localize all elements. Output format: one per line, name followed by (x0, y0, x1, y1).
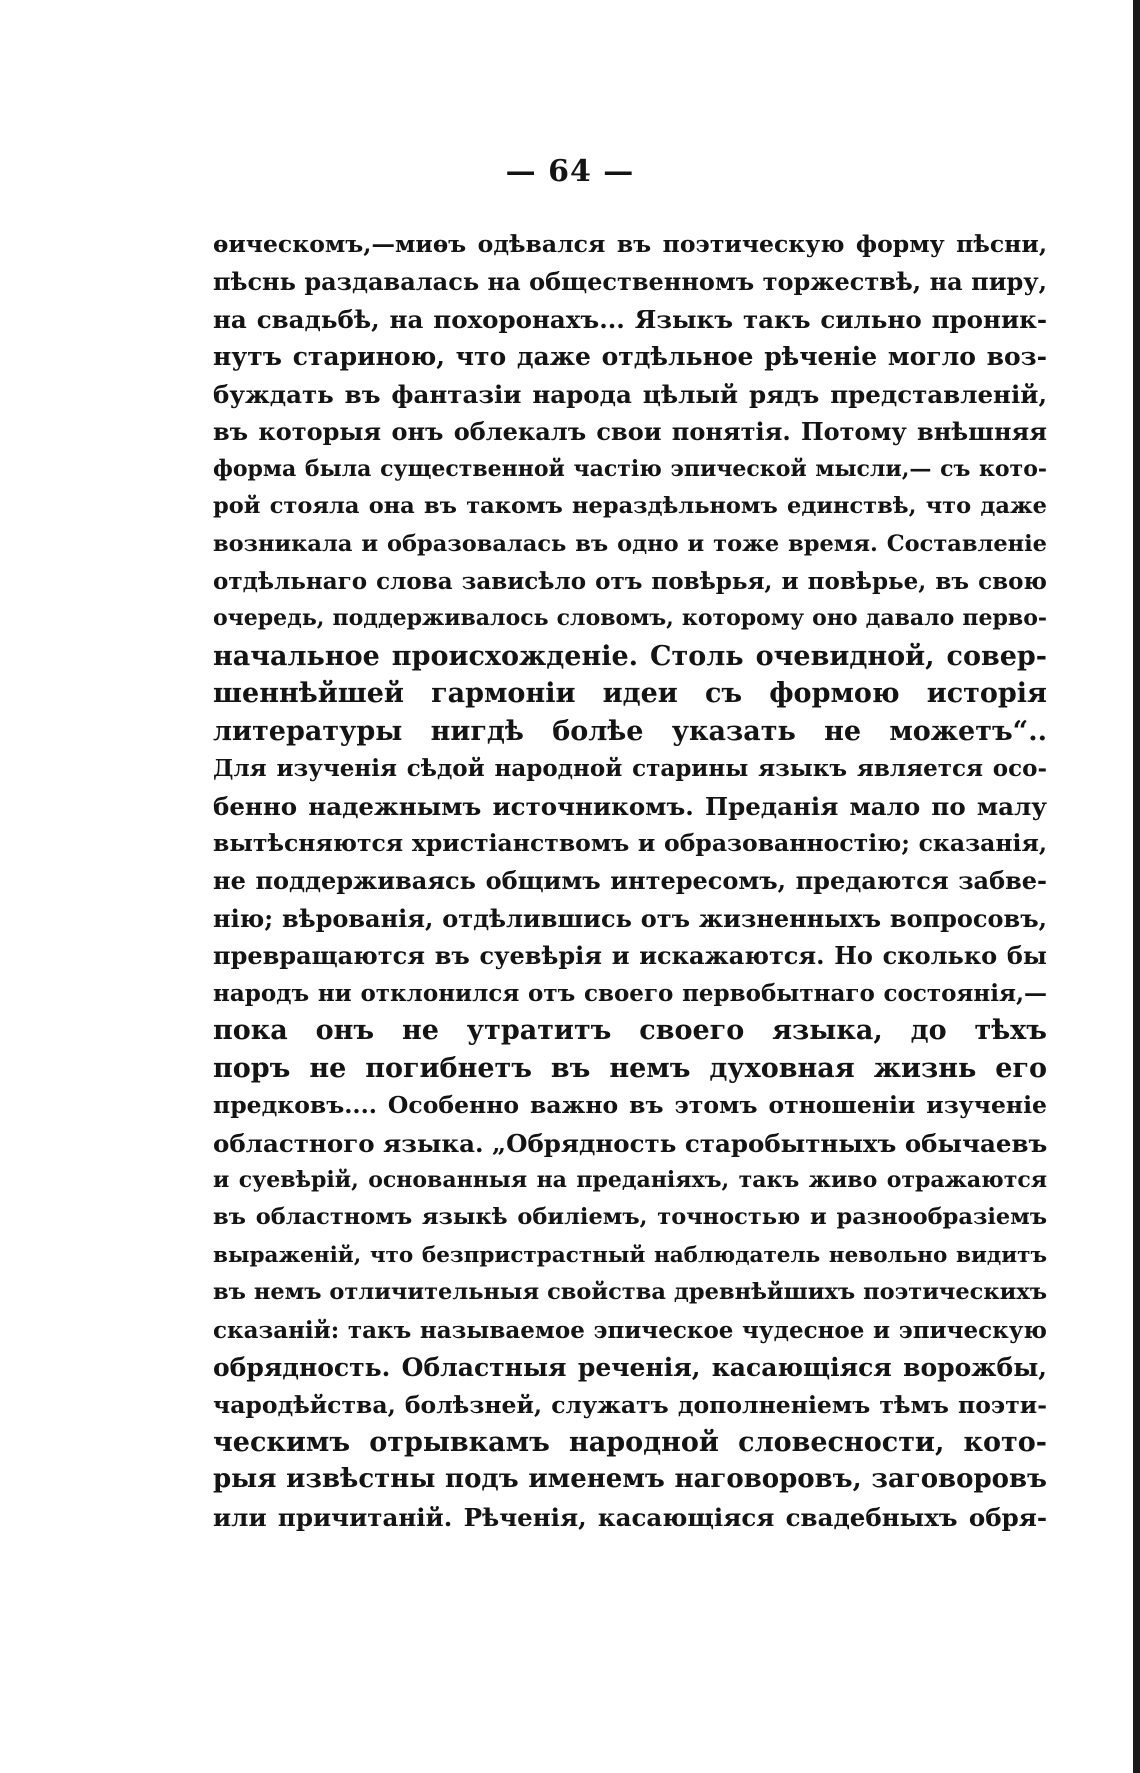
text-line: рыя извѣстны подъ именемъ наговоровъ, заговоровъ (213, 1464, 1047, 1495)
text-line: отдѣльнаго слова зависѣло отъ повѣрья, и повѣрье, въ свою (213, 567, 1047, 595)
text-line: ческимъ отрывкамъ народной словесности, кото- (213, 1427, 1047, 1458)
body-text (213, 226, 1047, 1536)
text-line: и суевѣрій, основанныя на преданіяхъ, такъ живо отражаются (213, 1166, 1047, 1193)
text-line: обрядность. Областныя реченія, касающіяся ворожбы, (213, 1353, 1047, 1383)
text-line: очередь, поддерживалось словомъ, которому оно давало перво- (213, 605, 1047, 632)
text-line: вытѣсняются христіанствомъ и образованностію; сказанія, (213, 829, 1047, 857)
text-line: начальное происхожденіе. Столь очевидной, совер- (213, 640, 1047, 672)
text-line: народъ ни отклонился отъ своего первобытнаго состоянія,— (213, 979, 1047, 1007)
text-line: нутъ стариною, что даже отдѣльное рѣченіе могло воз- (213, 342, 1047, 372)
text-line: поръ не погибнетъ въ немъ духовная жизнь его (213, 1052, 1047, 1084)
text-line: или причитаній. Рѣченія, касающіяся свадебныхъ обря- (213, 1502, 1047, 1532)
text-line: не поддерживаясь общимъ интересомъ, предаются забве- (213, 866, 1047, 896)
text-line: въ областномъ языкѣ обиліемъ, точностью и разнообразіемъ (213, 1204, 1047, 1231)
text-line: въ немъ отличительныя свойства древнѣйшихъ поэтическихъ (213, 1279, 1047, 1306)
text-line: пѣснь раздавалась на общественномъ торжествѣ, на пиру, (213, 267, 1047, 297)
text-line: шеннѣйшей гармоніи идеи съ формою исторія (213, 678, 1047, 710)
text-line: областного языка. „Обрядность старобытныхъ обычаевъ (213, 1128, 1047, 1158)
text-line: чародѣйства, болѣзней, служатъ дополненіемъ тѣмъ поэти- (213, 1390, 1047, 1419)
text-line: въ которыя онъ облекалъ свои понятія. Потому внѣшняя (213, 417, 1047, 447)
text-line: литературы нигдѣ болѣе указать не можетъ“.. (213, 715, 1047, 747)
text-line: выраженій, что безпристрастный наблюдатель невольно видитъ (213, 1242, 1047, 1268)
text-line: превращаются въ суевѣрія и искажаются. Но сколько бы (213, 941, 1047, 971)
text-line: предковъ.... Особенно важно въ этомъ отношеніи изученіе (213, 1091, 1047, 1120)
text-line: сказаній: такъ называемое эпическое чудесное и эпическую (213, 1316, 1047, 1344)
text-line: возникала и образовалась въ одно и тоже время. Составленіе (213, 530, 1047, 557)
text-line: Для изученія сѣдой народной старины языкъ является осо- (213, 755, 1047, 783)
text-line: на свадьбѣ, на похоронахъ... Языкъ такъ сильно проник- (213, 304, 1047, 334)
text-line: бенно надежнымъ источникомъ. Преданія мало по малу (213, 791, 1047, 821)
text-line: форма была существенной частію эпической мысли,— съ кото- (213, 455, 1047, 482)
text-line: пока онъ не утратитъ своего языка, до тѣхъ (213, 1015, 1047, 1047)
page-edge-shadow (1133, 0, 1140, 1773)
text-line: ѳическомъ,—миѳъ одѣвался въ поэтическую форму пѣсни, (213, 230, 1047, 258)
text-line: нію; вѣрованія, отдѣлившись отъ жизненныхъ вопросовъ, (213, 903, 1047, 933)
text-line: рой стояла она въ такомъ нераздѣльномъ единствѣ, что даже (213, 493, 1047, 520)
page-number: — 64 — (505, 154, 635, 189)
text-line: буждать въ фантазіи народа цѣлый рядъ представленій, (213, 379, 1047, 409)
